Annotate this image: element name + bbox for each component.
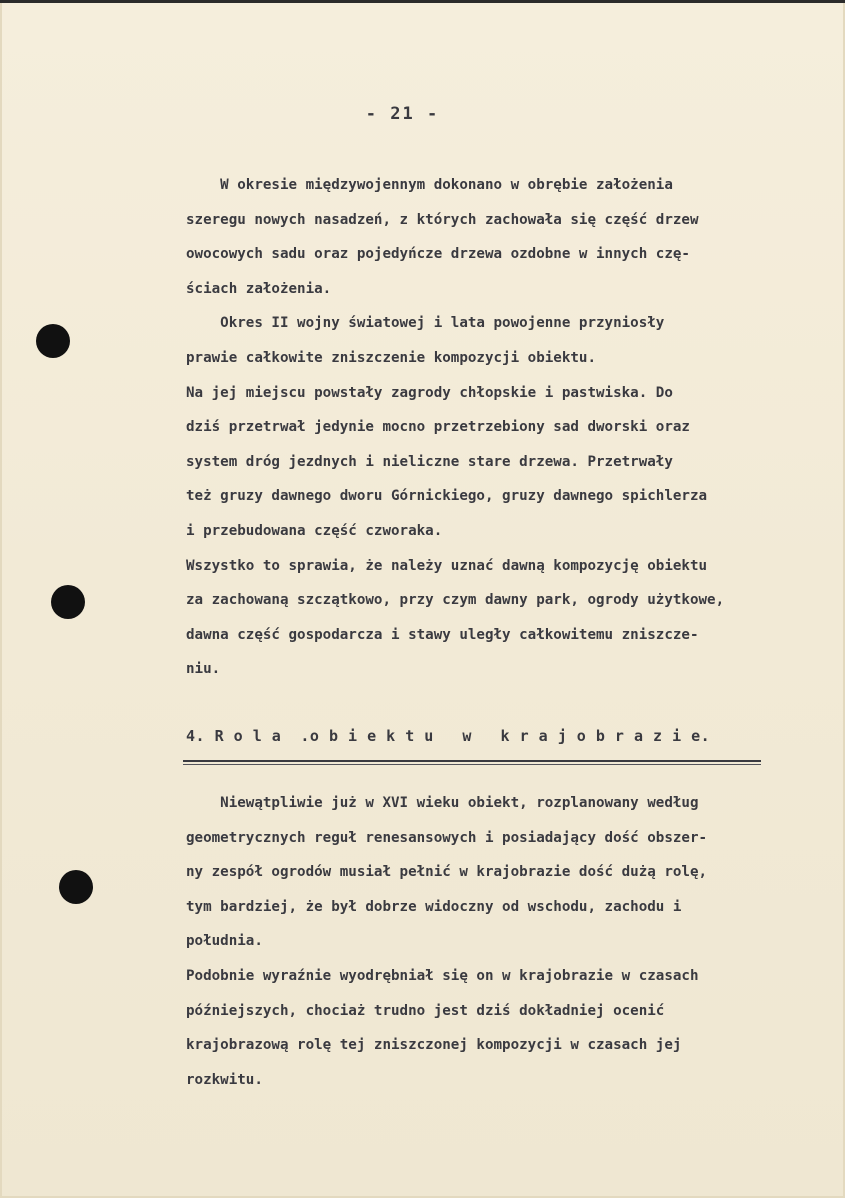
punch-hole-bottom xyxy=(59,870,93,904)
text-line: owocowych sadu oraz pojedyńcze drzewa ozdobne w innych czę- xyxy=(186,246,690,263)
punch-hole-top xyxy=(36,324,70,358)
text-line: ny zespół ogrodów musiał pełnić w krajobrazie dość dużą rolę, xyxy=(186,864,708,881)
text-line: krajobrazową rolę tej zniszczonej kompozycji w czasach jej xyxy=(186,1037,682,1054)
text-line: dawna część gospodarcza i stawy uległy całkowitemu zniszcze- xyxy=(186,626,699,643)
text-line: południa. xyxy=(186,933,263,950)
text-line: niu. xyxy=(186,661,221,678)
text-line: Wszystko to sprawia, że należy uznać dawną kompozycję obiektu xyxy=(186,557,708,574)
text-line: też gruzy dawnego dworu Górnickiego, gruzy dawnego spichlerza xyxy=(186,488,708,505)
text-line: Podobnie wyraźnie wyodrębniał się on w krajobrazie w czasach xyxy=(186,967,699,984)
section-paragraphs-1 xyxy=(186,168,836,687)
punch-hole-middle xyxy=(51,585,85,619)
page-top-edge xyxy=(0,0,845,3)
text-line: prawie całkowite zniszczenie kompozycji obiektu. xyxy=(186,349,596,366)
text-line: szeregu nowych nasadzeń, z których zachowała się część drzew xyxy=(186,211,699,228)
text-line: Niewątpliwie już w XVI wieku obiekt, rozplanowany według xyxy=(186,795,699,811)
text-line: późniejszych, chociaż trudno jest dziś dokładniej ocenić xyxy=(186,1002,665,1019)
text-line: W okresie międzywojennym dokonano w obrębie założenia xyxy=(186,177,673,193)
text-line: rozkwitu. xyxy=(186,1071,263,1088)
text-line: dziś przetrwał jedynie mocno przetrzebiony sad dworski oraz xyxy=(186,419,690,436)
text-line: system dróg jezdnych i nieliczne stare drzewa. Przetrwały xyxy=(186,453,673,470)
text-line: Na jej miejscu powstały zagrody chłopskie i pastwiska. Do xyxy=(186,384,673,401)
text-line: tym bardziej, że był dobrze widoczny od wschodu, zachodu i xyxy=(186,898,682,915)
text-line: i przebudowana część czworaka. xyxy=(186,522,443,539)
section-paragraphs-2 xyxy=(186,786,836,1097)
page-number: - 21 - xyxy=(365,104,440,124)
text-line: geometrycznych reguł renesansowych i posiadający dość obszer- xyxy=(186,829,708,846)
heading-underline xyxy=(183,760,761,762)
text-line: ściach założenia. xyxy=(186,280,332,297)
text-line: Okres II wojny światowej i lata powojenne przyniosły xyxy=(186,315,665,332)
heading-underline-second xyxy=(183,764,761,765)
section-heading: 4. R o l a .o b i e k t u w k r a j o b r a z i e. xyxy=(186,727,711,745)
text-line: za zachowaną szczątkowo, przy czym dawny park, ogrody użytkowe, xyxy=(186,592,725,609)
